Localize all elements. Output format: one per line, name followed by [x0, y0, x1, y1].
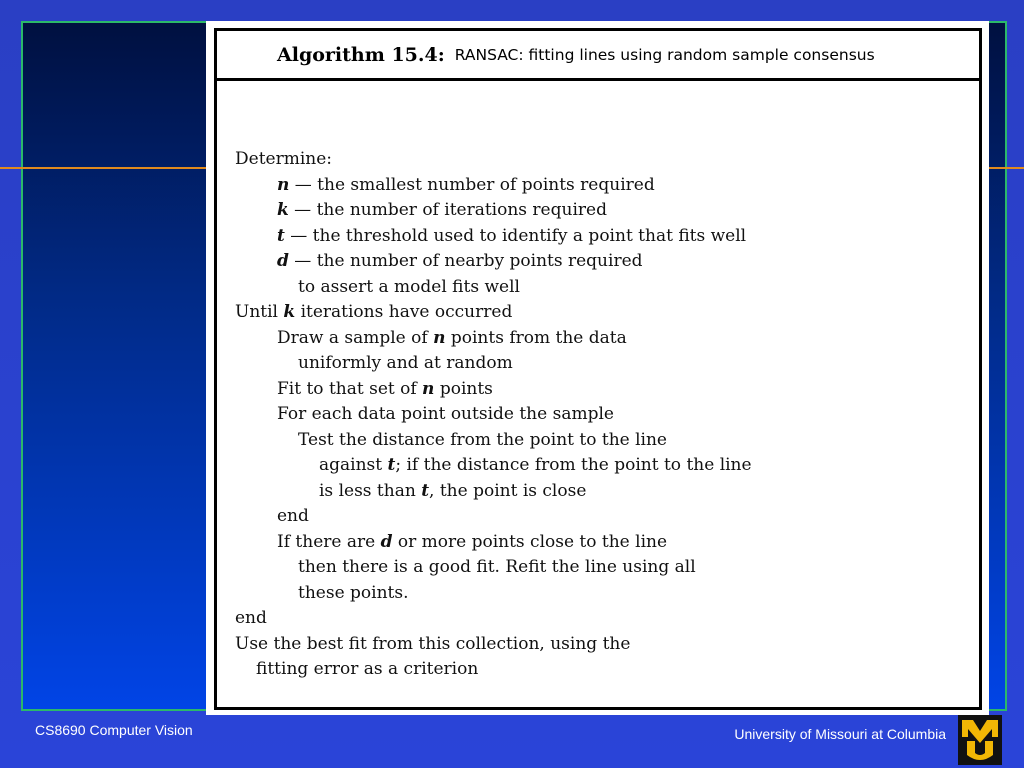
- algorithm-line: end: [235, 608, 267, 628]
- algorithm-line: Until k iterations have occurred: [235, 302, 513, 322]
- algorithm-line: end: [277, 506, 309, 526]
- university-label: University of Missouri at Columbia: [734, 726, 946, 742]
- algorithm-image: [206, 21, 989, 715]
- algorithm-line: then there is a good fit. Refit the line using all: [298, 557, 696, 577]
- algorithm-line: Test the distance from the point to the line: [298, 429, 667, 450]
- algorithm-header: [217, 31, 979, 81]
- algorithm-line: these points.: [298, 582, 409, 603]
- algorithm-line: For each data point outside the sample: [277, 404, 614, 424]
- algorithm-line: If there are d or more points close to the line: [277, 531, 668, 552]
- algorithm-line: fitting error as a criterion: [256, 659, 479, 679]
- algorithm-line: Fit to that set of n points: [277, 378, 493, 399]
- algorithm-line: n — the smallest number of points required: [277, 174, 655, 195]
- algorithm-line: t — the threshold used to identify a point that fits well: [277, 225, 747, 246]
- algorithm-line: uniformly and at random: [298, 353, 513, 373]
- algorithm-line: Draw a sample of n points from the data: [277, 327, 627, 348]
- algorithm-line: against t; if the distance from the point to the line: [319, 455, 752, 475]
- algorithm-box: [214, 28, 982, 710]
- algorithm-line: k — the number of iterations required: [277, 200, 607, 220]
- algorithm-line: Determine:: [235, 149, 333, 169]
- algorithm-body: [235, 147, 969, 683]
- mizzou-m-logo-icon: [958, 715, 1002, 765]
- algorithm-line: is less than t, the point is close: [319, 480, 587, 501]
- algorithm-line: d — the number of nearby points required: [277, 251, 643, 271]
- algorithm-line: to assert a model fits well: [298, 276, 520, 297]
- course-label: CS8690 Computer Vision: [35, 722, 193, 738]
- algorithm-number: Algorithm 15.4:: [277, 43, 445, 66]
- algorithm-title: RANSAC: fitting lines using random sample consensus: [454, 45, 875, 64]
- algorithm-line: Use the best fit from this collection, using the: [235, 633, 631, 654]
